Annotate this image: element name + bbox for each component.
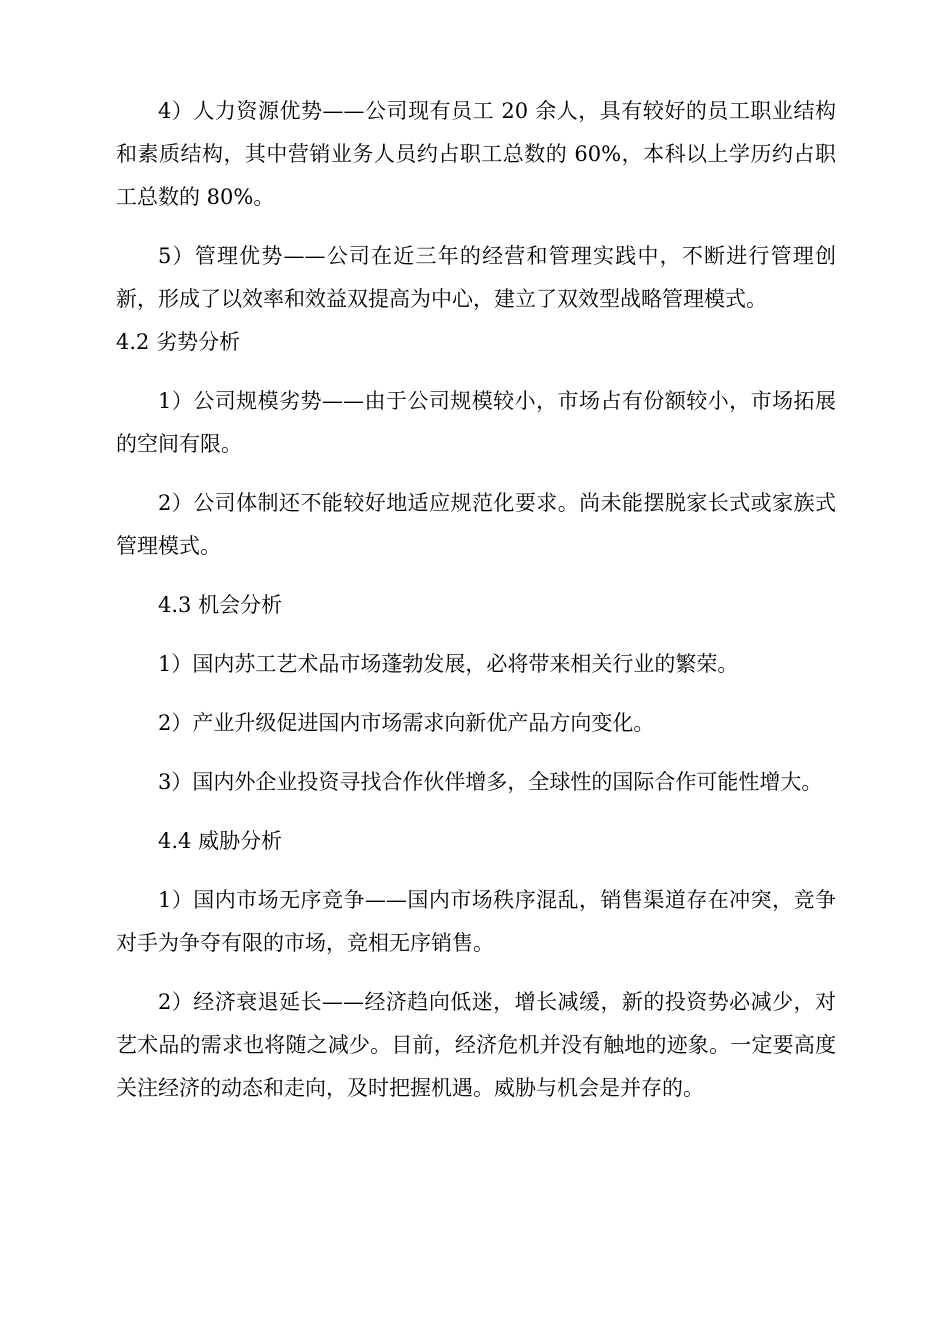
paragraph-system-weakness: 2）公司体制还不能较好地适应规范化要求。尚未能摆脱家长式或家族式管理模式。 <box>116 491 836 558</box>
paragraph-opportunity-3: 3）国内外企业投资寻找合作伙伴增多，全球性的国际合作可能性增大。 <box>158 770 823 794</box>
paragraph-threat-1: 1）国内市场无序竞争——国内市场秩序混乱，销售渠道存在冲突，竞争对手为争夺有限的市场，竞相无序销售。 <box>116 888 836 955</box>
heading-weakness-analysis: 4.2 劣势分析 <box>116 330 241 354</box>
paragraph-scale-weakness: 1）公司规模劣势——由于公司规模较小，市场占有份额较小，市场拓展的空间有限。 <box>116 389 836 456</box>
heading-threat-analysis: 4.4 威胁分析 <box>158 829 283 853</box>
paragraph-opportunity-2: 2）产业升级促进国内市场需求向新优产品方向变化。 <box>158 711 655 735</box>
document-page <box>116 90 836 1126</box>
paragraph-management-advantage: 5）管理优势——公司在近三年的经营和管理实践中，不断进行管理创新，形成了以效率和效益双提高为中心，建立了双效型战略管理模式。 <box>116 244 836 311</box>
paragraph-threat-2: 2）经济衰退延长——经济趋向低迷，增长减缓，新的投资势必减少，对艺术品的需求也将随之减少。目前，经济危机并没有触地的迹象。一定要高度关注经济的动态和走向，及时把握机遇。威胁与机会是并存的。 <box>116 990 836 1100</box>
heading-opportunity-analysis: 4.3 机会分析 <box>158 593 283 617</box>
paragraph-hr-advantage: 4）人力资源优势——公司现有员工 20 余人，具有较好的员工职业结构和素质结构，其中营销业务人员约占职工总数的 60%，本科以上学历约占职工总数的 80%。 <box>116 99 836 209</box>
paragraph-opportunity-1: 1）国内苏工艺术品市场蓬勃发展，必将带来相关行业的繁荣。 <box>158 652 739 676</box>
